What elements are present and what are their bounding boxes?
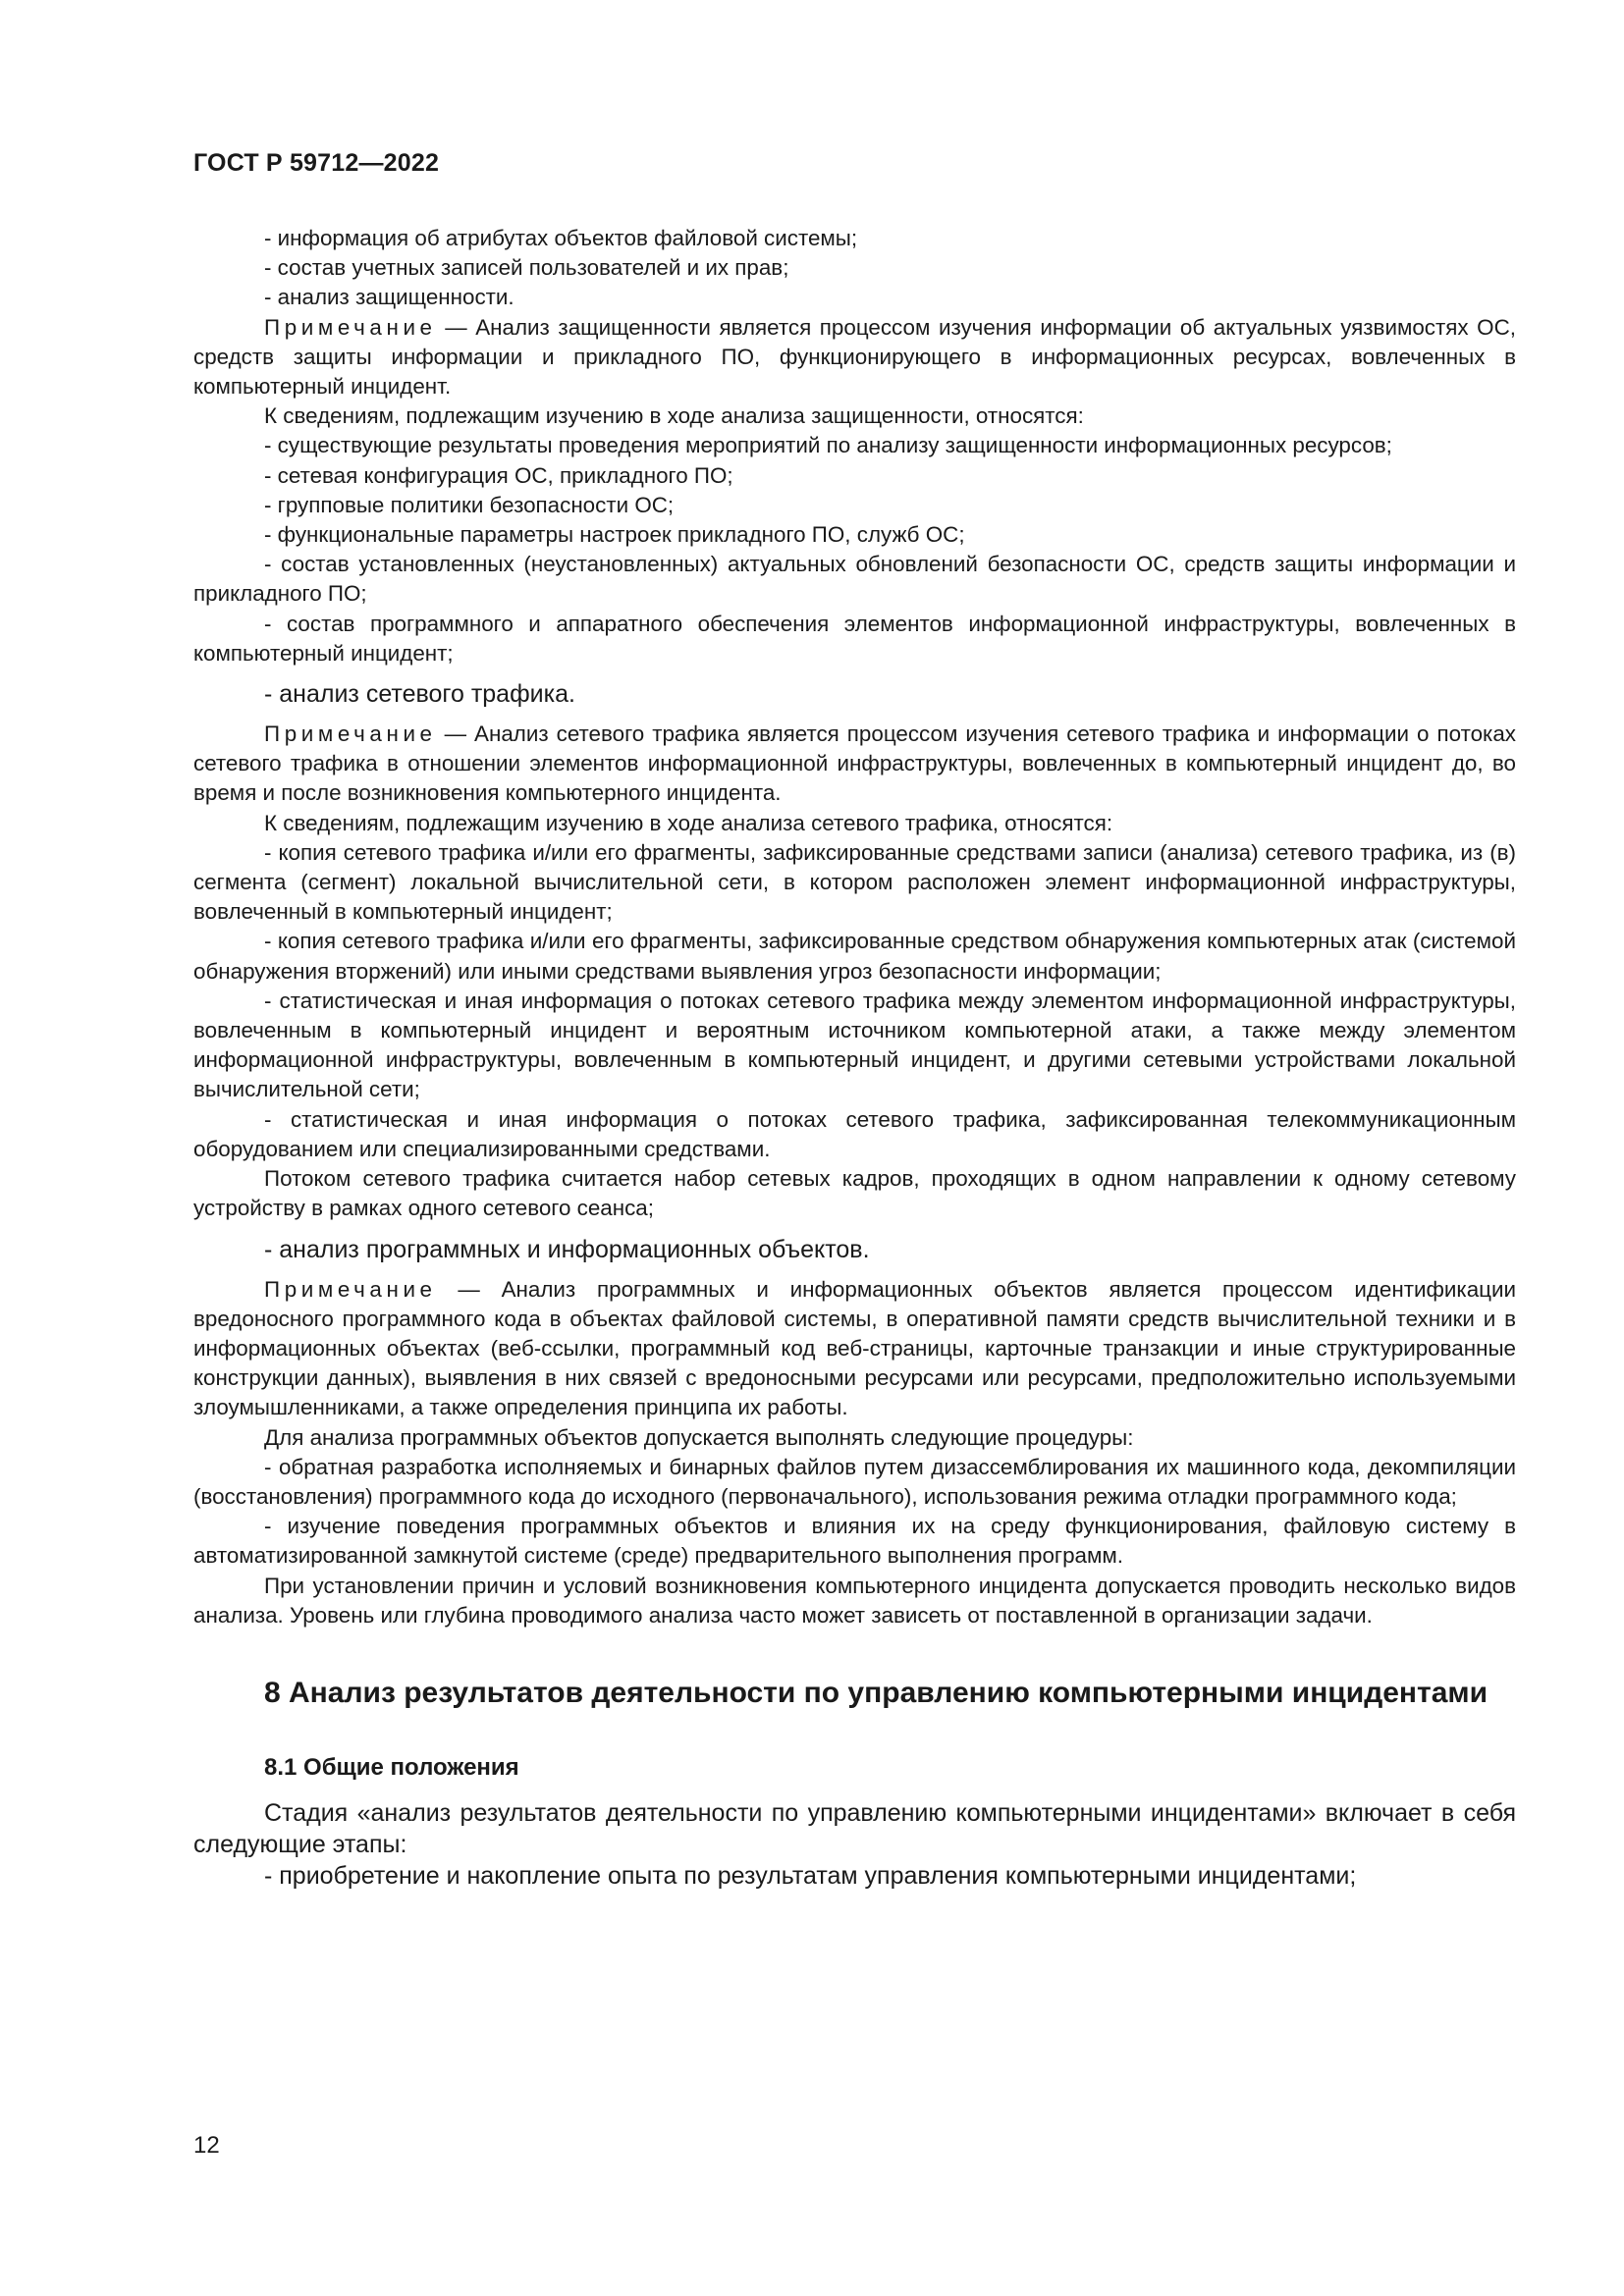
list-item: - статистическая и иная информация о потоках сетевого трафика между элементом информационной инфраструктуры, вовлеченным в компьютерный инцидент и вероятным источником компьютерной атаки, а также между элементом информационной инфраструктуры, вовлеченным в компьютерный инцидент, и другими сетевыми устройствами локальной вычислительной сети; xyxy=(193,988,1516,1102)
paragraph: При установлении причин и условий возникновения компьютерного инцидента допускается проводить несколько видов анализа. Уровень или глубина проводимого анализа часто может зависеть от поставленной в организации задачи. xyxy=(193,1573,1516,1628)
list-item: - анализ программных и информационных объектов. xyxy=(264,1235,870,1263)
document-code: ГОСТ Р 59712—2022 xyxy=(193,149,440,177)
document-body xyxy=(193,224,1516,1892)
list-item: - анализ сетевого трафика. xyxy=(264,680,575,709)
list-item: - функциональные параметры настроек прикладного ПО, служб ОС; xyxy=(264,522,965,548)
list-item: - приобретение и накопление опыта по результатам управления компьютерными инцидентами; xyxy=(264,1861,1357,1890)
list-item: - сетевая конфигурация ОС, прикладного ПО; xyxy=(264,462,733,488)
note-label: Примечание xyxy=(264,1276,437,1302)
list-item: - копия сетевого трафика и/или его фрагменты, зафиксированные средствами записи (анализа) сетевого трафика, из (в) сегмента (сегмент) локальной вычислительной сети, в котором расположен элемент информационной инфраструктуры, вовлеченный в компьютерный инцидент; xyxy=(193,839,1516,925)
paragraph: Для анализа программных объектов допускается выполнять следующие процедуры: xyxy=(264,1424,1134,1450)
list-item: - существующие результаты проведения мероприятий по анализу защищенности информационных ресурсов; xyxy=(264,433,1392,458)
note-text: — Анализ сетевого трафика является процессом изучения сетевого трафика и информации о потоках сетевого трафика в отношении элементов информационной инфраструктуры, вовлеченных в компьютерный инцидент до, во время и после возникновения компьютерного инцидента. xyxy=(193,721,1516,806)
list-item: - групповые политики безопасности ОС; xyxy=(264,492,675,517)
note-text: — Анализ защищенности является процессом изучения информации об актуальных уязвимостях ОС, средств защиты информации и прикладного ПО, функционирующего в информационных ресурсах, вовлеченных в компьютерный инцидент. xyxy=(193,314,1516,400)
subsection-heading: 8.1 Общие положения xyxy=(264,1753,519,1781)
paragraph: К сведениям, подлежащим изучению в ходе анализа сетевого трафика, относятся: xyxy=(264,810,1113,835)
note-label: Примечание xyxy=(264,721,437,747)
paragraph: Стадия «анализ результатов деятельности по управлению компьютерными инцидентами» включает в себя следующие этапы: xyxy=(193,1798,1516,1858)
note-paragraph xyxy=(193,720,1516,809)
list-item: - обратная разработка исполняемых и бинарных файлов путем дизассемблирования их машинного кода, декомпиляции (восстановления) программного кода до исходного (первоначального), использования режима отладки программного кода; xyxy=(193,1454,1516,1509)
section-heading: 8 Анализ результатов деятельности по управлению компьютерными инцидентами xyxy=(264,1676,1489,1709)
list-item: - копия сетевого трафика и/или его фрагменты, зафиксированные средством обнаружения компьютерных атак (системой обнаружения вторжений) или иными средствами выявления угроз безопасности информации; xyxy=(193,929,1516,984)
note-paragraph xyxy=(193,1275,1516,1423)
list-item: - состав учетных записей пользователей и их прав; xyxy=(264,255,789,281)
list-item: - состав программного и аппаратного обеспечения элементов информационной инфраструктуры, вовлеченных в компьютерный инцидент; xyxy=(193,611,1516,666)
paragraph: Потоком сетевого трафика считается набор сетевых кадров, проходящих в одном направлении к одному сетевому устройству в рамках одного сетевого сеанса; xyxy=(193,1166,1516,1221)
list-item: - статистическая и иная информация о потоках сетевого трафика, зафиксированная телекоммуникационным оборудованием или специализированными средствами. xyxy=(193,1106,1516,1161)
list-item: - анализ защищенности. xyxy=(264,285,514,310)
page-number: 12 xyxy=(193,2132,220,2159)
note-label: Примечание xyxy=(264,314,437,340)
list-item: - информация об атрибутах объектов файловой системы; xyxy=(264,226,858,250)
note-text: — Анализ программных и информационных объектов является процессом идентификации вредоносного программного кода в объектах файловой системы, в оперативной памяти средств вычислительной техники и в информационных объектах (веб-ссылки, программный код веб-страницы, карточные транзакции и иные структурированные конструкции данных), выявления в них связей с вредоносными ресурсами или ресурсами, предположительно используемыми злоумышленниками, а также определения принципа их работы. xyxy=(193,1276,1516,1420)
list-item: - изучение поведения программных объектов и влияния их на среду функционирования, файловую систему в автоматизированной замкнутой системе (среде) предварительного выполнения программ. xyxy=(193,1514,1516,1569)
note-paragraph xyxy=(193,313,1516,402)
list-item: - состав установленных (неустановленных) актуальных обновлений безопасности ОС, средств защиты информации и прикладного ПО; xyxy=(193,552,1516,607)
paragraph: К сведениям, подлежащим изучению в ходе анализа защищенности, относятся: xyxy=(264,403,1084,429)
